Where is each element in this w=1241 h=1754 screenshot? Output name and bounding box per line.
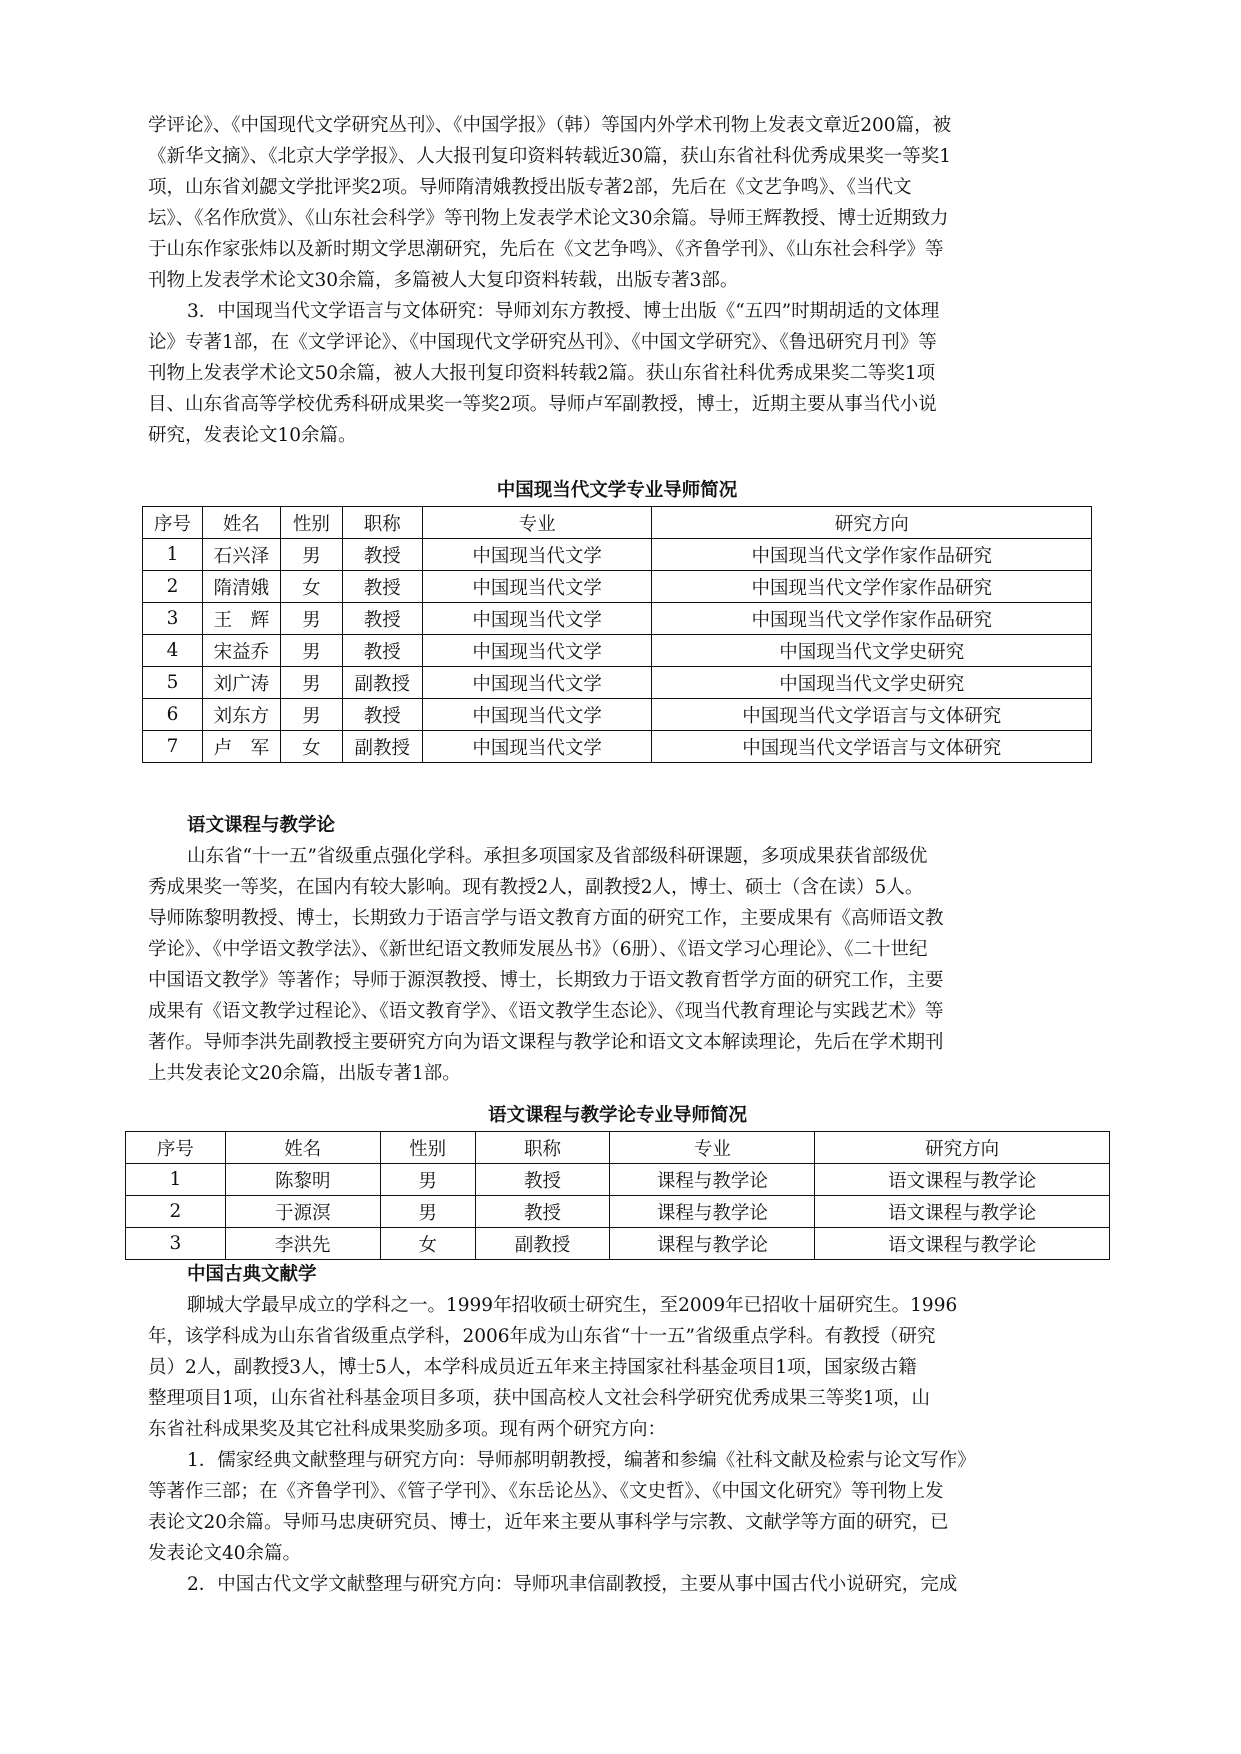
column-header: 专业 [610, 1132, 815, 1164]
text-line: 2．中国古代文学文献整理与研究方向：导师巩聿信副教授，主要从事中国古代小说研究，完成 [187, 1574, 958, 1595]
table-cell: 中国现当代文学 [422, 571, 652, 603]
table-cell: 石兴泽 [202, 539, 280, 571]
text-line: 刊物上发表学术论文30余篇，多篇被人大复印资料转载，出版专著3部。 [148, 270, 739, 291]
table-cell: 副教授 [342, 731, 422, 763]
table-cell: 副教授 [475, 1228, 610, 1260]
text-line: 于山东作家张炜以及新时期文学思潮研究，先后在《文艺争鸣》、《齐鲁学刊》、《山东社会科学》等 [148, 239, 944, 260]
table-cell: 4 [143, 635, 203, 667]
table-cell: 男 [280, 699, 342, 731]
text-line: 研究，发表论文10余篇。 [148, 425, 357, 446]
table-cell: 教授 [342, 603, 422, 635]
table-cell: 中国现当代文学 [422, 667, 652, 699]
table-cell: 语文课程与教学论 [815, 1196, 1110, 1228]
text-line: 中国语文教学》等著作；导师于源溟教授、博士，长期致力于语文教育哲学方面的研究工作，主要 [148, 970, 944, 991]
table-cell: 中国现当代文学史研究 [652, 667, 1092, 699]
table-row [126, 1228, 1110, 1260]
text-line: 山东省“十一五”省级重点强化学科。承担多项国家及省部级科研课题，多项成果获省部级优 [187, 846, 928, 867]
table-cell: 副教授 [342, 667, 422, 699]
table-row [126, 1164, 1110, 1196]
table-header-row [126, 1132, 1110, 1164]
table-cell: 中国现当代文学 [422, 539, 652, 571]
column-header: 职称 [475, 1132, 610, 1164]
table-row [143, 603, 1092, 635]
paragraph-continuation [148, 110, 1090, 296]
table-cell: 卢 军 [202, 731, 280, 763]
column-header: 序号 [126, 1132, 226, 1164]
table-caption: 语文课程与教学论专业导师简况 [487, 1105, 747, 1126]
text-line: 论》专著1部，在《文学评论》、《中国现代文学研究丛刊》、《中国文学研究》、《鲁迅研究月刊》等 [148, 332, 937, 353]
table-cell: 教授 [475, 1164, 610, 1196]
text-line: 刊物上发表学术论文50余篇，被人大报刊复印资料转载2篇。获山东省社科优秀成果奖二等奖1项 [148, 363, 936, 384]
table-cell: 中国现当代文学作家作品研究 [652, 539, 1092, 571]
paragraph-classical-documents [148, 1290, 1090, 1600]
text-line: 整理项目1项，山东省社科基金项目多项，获中国高校人文社会科学研究优秀成果三等奖1项，山 [148, 1388, 931, 1409]
table-cell: 课程与教学论 [610, 1164, 815, 1196]
text-line: 上共发表论文20余篇，出版专著1部。 [148, 1063, 461, 1084]
table-cell: 教授 [342, 571, 422, 603]
column-header: 研究方向 [652, 507, 1092, 539]
table-cell: 教授 [342, 539, 422, 571]
column-header: 姓名 [225, 1132, 380, 1164]
table-cell: 中国现当代文学 [422, 635, 652, 667]
table-cell: 教授 [342, 699, 422, 731]
column-header: 性别 [280, 507, 342, 539]
column-header: 研究方向 [815, 1132, 1110, 1164]
table-row [143, 539, 1092, 571]
table-cell: 语文课程与教学论 [815, 1164, 1110, 1196]
table-cell: 7 [143, 731, 203, 763]
table-cell: 陈黎明 [225, 1164, 380, 1196]
text-line: 学论》、《中学语文教学法》、《新世纪语文教师发展丛书》（6册）、《语文学习心理论》、《二十世纪 [148, 939, 928, 960]
table-row [143, 667, 1092, 699]
text-line: 导师陈黎明教授、博士，长期致力于语言学与语文教育方面的研究工作，主要成果有《高师语文教 [148, 908, 944, 929]
table-cell: 1 [143, 539, 203, 571]
text-line: 项，山东省刘勰文学批评奖2项。导师隋清娥教授出版专著2部，先后在《文艺争鸣》、《当代文 [148, 177, 912, 198]
text-line: 员）2人，副教授3人，博士5人，本学科成员近五年来主持国家社科基金项目1项，国家级古籍 [148, 1357, 917, 1378]
table-row [143, 635, 1092, 667]
text-line: 发表论文40余篇。 [148, 1543, 302, 1564]
section-heading: 语文课程与教学论 [187, 815, 336, 836]
text-line: 目、山东省高等学校优秀科研成果奖一等奖2项。导师卢军副教授，博士，近期主要从事当代小说 [148, 394, 937, 415]
text-line: 表论文20余篇。导师马忠庚研究员、博士，近年来主要从事科学与宗教、文献学等方面的研究，已 [148, 1512, 949, 1533]
table-cell: 男 [380, 1196, 475, 1228]
table-cell: 教授 [342, 635, 422, 667]
table-cell: 王 辉 [202, 603, 280, 635]
text-line: 《新华文摘》、《北京大学学报》、人大报刊复印资料转载近30篇，获山东省社科优秀成果奖一等奖1 [148, 146, 952, 167]
table-cell: 中国现当代文学作家作品研究 [652, 571, 1092, 603]
table-cell: 女 [380, 1228, 475, 1260]
column-header: 专业 [422, 507, 652, 539]
table-row [143, 571, 1092, 603]
table-cell: 3 [126, 1228, 226, 1260]
text-line: 学评论》、《中国现代文学研究丛刊》、《中国学报》（韩）等国内外学术刊物上发表文章近200篇，被 [148, 115, 952, 136]
table-cell: 课程与教学论 [610, 1228, 815, 1260]
advisor-table-curriculum [125, 1131, 1110, 1260]
table-cell: 语文课程与教学论 [815, 1228, 1110, 1260]
table-cell: 教授 [475, 1196, 610, 1228]
table-caption: 中国现当代文学专业导师简况 [496, 480, 738, 501]
table-cell: 课程与教学论 [610, 1196, 815, 1228]
text-line: 坛》、《名作欣赏》、《山东社会科学》等刊物上发表学术论文30余篇。导师王辉教授、博士近期致力 [148, 208, 949, 229]
table-cell: 2 [126, 1196, 226, 1228]
table-cell: 刘广涛 [202, 667, 280, 699]
table-cell: 刘东方 [202, 699, 280, 731]
text-line: 秀成果奖一等奖，在国内有较大影响。现有教授2人，副教授2人，博士、硕士（含在读）5人。 [148, 877, 924, 898]
table-cell: 中国现当代文学语言与文体研究 [652, 699, 1092, 731]
table-cell: 男 [280, 539, 342, 571]
table-cell: 宋益乔 [202, 635, 280, 667]
table-cell: 中国现当代文学 [422, 699, 652, 731]
text-line: 著作。导师李洪先副教授主要研究方向为语文课程与教学论和语文文本解读理论，先后在学术期刊 [148, 1032, 944, 1053]
column-header: 职称 [342, 507, 422, 539]
table-cell: 1 [126, 1164, 226, 1196]
table-cell: 女 [280, 571, 342, 603]
table-header-row [143, 507, 1092, 539]
table-cell: 6 [143, 699, 203, 731]
table-cell: 男 [380, 1164, 475, 1196]
table-cell: 男 [280, 603, 342, 635]
table-cell: 5 [143, 667, 203, 699]
table-cell: 李洪先 [225, 1228, 380, 1260]
text-line: 年，该学科成为山东省省级重点学科，2006年成为山东省“十一五”省级重点学科。有教授（研究 [148, 1326, 936, 1347]
column-header: 姓名 [202, 507, 280, 539]
advisor-table-modern-literature [142, 506, 1092, 763]
table-cell: 中国现当代文学 [422, 603, 652, 635]
text-line: 1．儒家经典文献整理与研究方向：导师郝明朝教授，编著和参编《社科文献及检索与论文写作》 [187, 1450, 976, 1471]
paragraph-language-style [148, 296, 1090, 451]
column-header: 序号 [143, 507, 203, 539]
column-header: 性别 [380, 1132, 475, 1164]
table-cell: 3 [143, 603, 203, 635]
paragraph-curriculum [148, 841, 1090, 1089]
table-row [143, 731, 1092, 763]
table-cell: 女 [280, 731, 342, 763]
text-line: 东省社科成果奖及其它社科成果奖励多项。现有两个研究方向： [148, 1419, 667, 1440]
table-cell: 隋清娥 [202, 571, 280, 603]
table-cell: 男 [280, 635, 342, 667]
table-cell: 中国现当代文学史研究 [652, 635, 1092, 667]
table-cell: 中国现当代文学 [422, 731, 652, 763]
text-line: 成果有《语文教学过程论》、《语文教育学》、《语文教学生态论》、《现当代教育理论与实践艺术》等 [148, 1001, 944, 1022]
table-cell: 中国现当代文学作家作品研究 [652, 603, 1092, 635]
table-cell: 男 [280, 667, 342, 699]
table-row [126, 1196, 1110, 1228]
text-line: 等著作三部；在《齐鲁学刊》、《管子学刊》、《东岳论丛》、《文史哲》、《中国文化研究》等刊物上发 [148, 1481, 944, 1502]
text-line: 聊城大学最早成立的学科之一。1999年招收硕士研究生，至2009年已招收十届研究生。1996 [187, 1295, 958, 1316]
table-cell: 于源溟 [225, 1196, 380, 1228]
text-line: 3．中国现当代文学语言与文体研究：导师刘东方教授、博士出版《“五四”时期胡适的文体理 [187, 301, 940, 322]
table-cell: 2 [143, 571, 203, 603]
section-heading: 中国古典文献学 [187, 1264, 317, 1285]
table-cell: 中国现当代文学语言与文体研究 [652, 731, 1092, 763]
table-row [143, 699, 1092, 731]
